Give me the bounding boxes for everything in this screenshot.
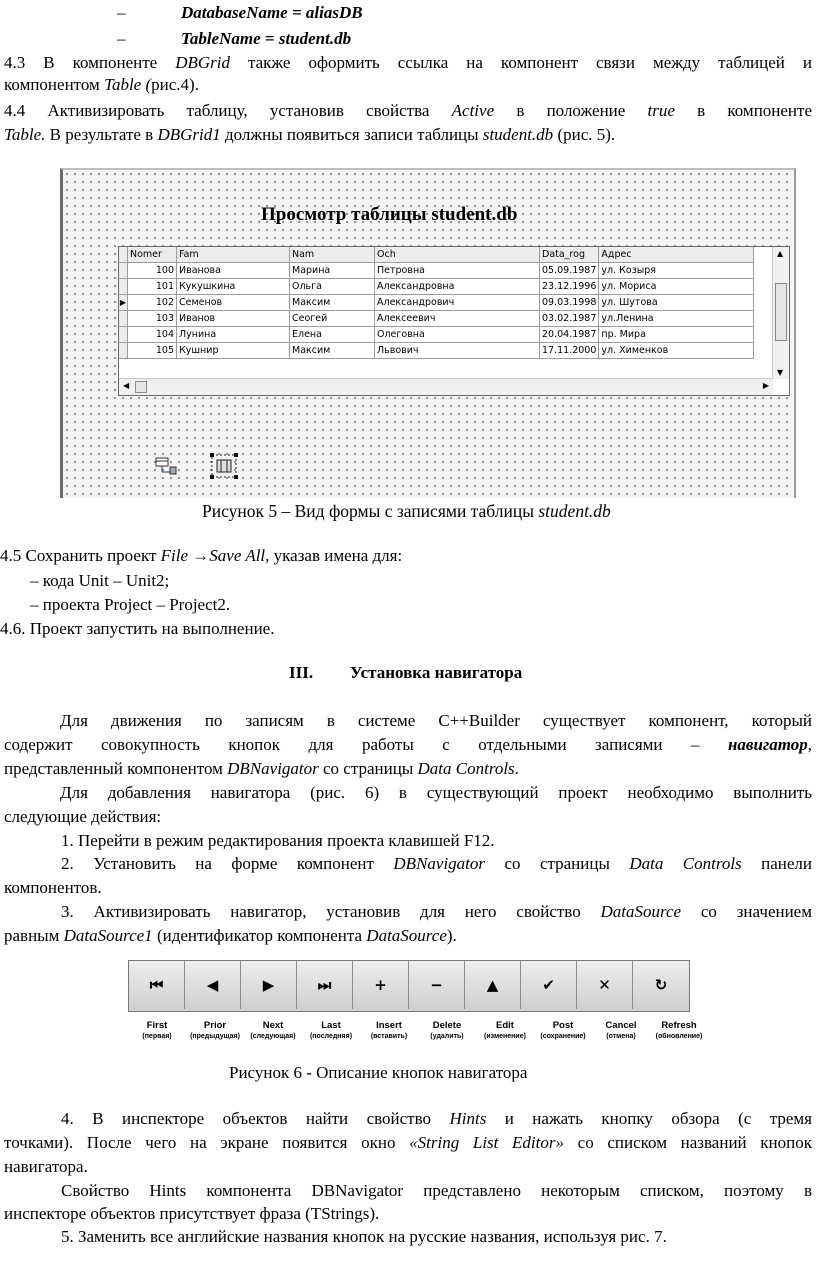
table-row[interactable] <box>119 327 754 343</box>
datasource-component-icon[interactable] <box>209 452 239 480</box>
table-cell[interactable]: 105 <box>128 343 177 359</box>
list-item-tablename: TableName = student.db <box>181 29 352 48</box>
table-cell[interactable]: Ольга <box>290 279 375 295</box>
table-cell[interactable]: ул. Мориса <box>599 279 754 295</box>
nav-button-label <box>186 1020 244 1042</box>
paragraph-4-6: 4.6. Проект запустить на выполнение. <box>0 619 275 638</box>
dbgrid-table <box>119 247 754 359</box>
list-dash: – <box>117 29 126 48</box>
table-row[interactable] <box>119 295 754 311</box>
section-title: Установка навигатора <box>350 663 523 682</box>
nav-button-label <box>418 1020 476 1042</box>
column-header[interactable]: Адрес <box>599 247 754 263</box>
nav-first-icon: ⏮ <box>149 976 164 994</box>
nav-button-label-en: Post <box>552 1020 574 1031</box>
table-cell[interactable]: Иванов <box>177 311 290 327</box>
table-cell[interactable]: ул. Хименков <box>599 343 754 359</box>
nav-button-label-en: Cancel <box>605 1020 637 1031</box>
navigator-button-labels <box>128 1020 708 1042</box>
table-cell[interactable]: 09.03.1998 <box>540 295 599 311</box>
table-cell[interactable]: Львович <box>375 343 540 359</box>
nav-post-button[interactable] <box>521 961 577 1009</box>
nav-insert-icon: + <box>374 976 387 994</box>
nav-button-label <box>592 1020 650 1042</box>
nav-button-label <box>128 1020 186 1042</box>
nav-prior-icon: ◀ <box>206 976 219 994</box>
table-cell[interactable]: Елена <box>290 327 375 343</box>
nav-insert-button[interactable] <box>353 961 409 1009</box>
table-cell[interactable]: Марина <box>290 263 375 279</box>
step-3-l2: равным DataSource1 (идентификатор компонента DataSource). <box>4 926 457 945</box>
nav-button-label <box>302 1020 360 1042</box>
column-header[interactable]: Fam <box>177 247 290 263</box>
nav-button-label <box>360 1020 418 1042</box>
nav-button-label-ru: (следующая) <box>250 1033 296 1040</box>
table-cell[interactable]: Петровна <box>375 263 540 279</box>
nav-edit-button[interactable] <box>465 961 521 1009</box>
table-component-icon[interactable] <box>155 456 177 476</box>
paragraph-4-4-line1: 4.4 Активизировать таблицу, установив свойства Active в положение true в компоненте <box>4 101 813 120</box>
table-cell[interactable]: Александровна <box>375 279 540 295</box>
nav-button-label-ru: (отмена) <box>606 1033 636 1040</box>
row-indicator[interactable] <box>119 327 128 343</box>
nav-prior-button[interactable] <box>185 961 241 1009</box>
table-cell[interactable]: ул. Шутова <box>599 295 754 311</box>
table-cell[interactable]: 03.02.1987 <box>540 311 599 327</box>
paragraph-4-4-line2: Table. В результате в DBGrid1 должны появиться записи таблицы student.db (рис. 5). <box>4 125 616 144</box>
nav-button-label-ru: (обновление) <box>655 1033 703 1040</box>
nav-button-label-ru: (изменение) <box>484 1033 526 1040</box>
nav-button-label-ru: (последняя) <box>309 1033 353 1040</box>
step-3-l1: 3. Активизировать навигатор, установив для него свойство DataSource со значением <box>61 902 812 921</box>
table-cell[interactable]: 103 <box>128 311 177 327</box>
table-row[interactable] <box>119 263 754 279</box>
nav-button-label-ru: (вставить) <box>370 1033 408 1040</box>
paragraph-navigator-l2: содержит совокупность кнопок для работы с отдельными записями – навигатор, <box>4 735 812 754</box>
table-cell[interactable]: 05.09.1987 <box>540 263 599 279</box>
nav-button-label-ru: (удалить) <box>430 1033 464 1040</box>
list-dash: – <box>117 3 126 22</box>
nav-next-button[interactable] <box>241 961 297 1009</box>
nav-button-label-en: Refresh <box>661 1020 697 1031</box>
nav-button-label-ru: (первая) <box>142 1033 172 1040</box>
table-cell[interactable]: ул.Ленина <box>599 311 754 327</box>
nav-button-label-en: Prior <box>203 1020 227 1031</box>
vertical-scrollbar[interactable] <box>772 247 789 379</box>
table-cell[interactable]: Максим <box>290 343 375 359</box>
scroll-left-icon[interactable]: ◀ <box>123 381 130 390</box>
row-indicator[interactable] <box>119 343 128 359</box>
nav-button-label <box>244 1020 302 1042</box>
column-header[interactable]: Nam <box>290 247 375 263</box>
form-title-label: Просмотр таблицы student.db <box>261 204 518 225</box>
figure6-caption: Рисунок 6 - Описание кнопок навигатора <box>229 1063 528 1082</box>
nav-button-label <box>650 1020 708 1042</box>
nav-button-label-ru: (сохранение) <box>540 1033 586 1040</box>
nav-button-label <box>534 1020 592 1042</box>
indicator-header <box>119 247 128 263</box>
nav-edit-icon: ▲ <box>486 976 499 994</box>
list-item-project: – проекта Project – Project2. <box>30 595 231 614</box>
nav-cancel-icon: ✕ <box>598 976 611 994</box>
scroll-right-icon[interactable]: ▶ <box>762 381 769 390</box>
table-cell[interactable]: 23.12.1996 <box>540 279 599 295</box>
table-cell[interactable]: Олеговна <box>375 327 540 343</box>
paragraph-4-5: 4.5 Сохранить проект File →Save All, указав имена для: <box>0 546 403 565</box>
table-cell[interactable]: 100 <box>128 263 177 279</box>
paragraph-4-3-line1: 4.3 В компоненте DBGrid также оформить ссылка на компонент связи между таблицей и <box>4 53 812 72</box>
nav-refresh-icon: ↻ <box>654 976 668 994</box>
step-2-l2: компонентов. <box>4 878 102 897</box>
list-item-databasename: DatabaseName = aliasDB <box>181 3 363 22</box>
table-cell[interactable]: Максим <box>290 295 375 311</box>
nav-button-label-en: Next <box>262 1020 284 1031</box>
figure5-caption: Рисунок 5 – Вид формы с записями таблицы student.db <box>202 501 611 521</box>
nav-button-label-ru: (предыдущая) <box>190 1033 240 1040</box>
nav-delete-icon: − <box>430 976 443 994</box>
table-cell[interactable]: ул. Козыря <box>599 263 754 279</box>
dbnavigator <box>128 960 690 1012</box>
paragraph-4-3-line2: компонентом Table (рис.4). <box>4 75 199 94</box>
table-cell[interactable]: Лунина <box>177 327 290 343</box>
nav-refresh-button[interactable] <box>633 961 689 1009</box>
paragraph-add-navigator-l2: следующие действия: <box>4 807 162 826</box>
step-1: 1. Перейти в режим редактирования проекта клавишей F12. <box>61 831 495 850</box>
nav-delete-button[interactable] <box>409 961 465 1009</box>
step-4-l1: 4. В инспекторе объектов найти свойство Hints и нажать кнопку обзора (с тремя <box>61 1109 813 1128</box>
step-4-l3: навигатора. <box>4 1157 88 1176</box>
nav-next-icon: ▶ <box>262 976 275 994</box>
table-row[interactable] <box>119 279 754 295</box>
step-4-l2: точками). После чего на экране появится окно «String List Editor» со списком названий кнопок <box>4 1133 813 1152</box>
table-cell[interactable]: Александрович <box>375 295 540 311</box>
nav-last-icon: ⏭ <box>317 976 332 994</box>
nav-button-label-en: Delete <box>432 1020 462 1031</box>
dbgrid[interactable] <box>118 246 790 396</box>
hints-paragraph-l1: Свойство Hints компонента DBNavigator представлено некоторым списком, поэтому в <box>61 1181 812 1200</box>
table-cell[interactable]: Семенов <box>177 295 290 311</box>
table-cell[interactable]: Сеогей <box>290 311 375 327</box>
table-cell[interactable]: Иванова <box>177 263 290 279</box>
table-cell[interactable]: 20.04.1987 <box>540 327 599 343</box>
nav-button-label <box>476 1020 534 1042</box>
table-cell[interactable]: Алексеевич <box>375 311 540 327</box>
nav-cancel-button[interactable] <box>577 961 633 1009</box>
table-cell[interactable]: пр. Мира <box>599 327 754 343</box>
row-indicator[interactable] <box>119 263 128 279</box>
list-item-unit: – кода Unit – Unit2; <box>30 571 170 590</box>
table-cell[interactable]: Кушнир <box>177 343 290 359</box>
paragraph-add-navigator-l1: Для добавления навигатора (рис. 6) в существующий проект необходимо выполнить <box>60 783 812 802</box>
nav-button-label-en: Edit <box>496 1020 514 1031</box>
table-cell[interactable]: Кукушкина <box>177 279 290 295</box>
table-cell[interactable]: 101 <box>128 279 177 295</box>
nav-last-button[interactable] <box>297 961 353 1009</box>
hints-paragraph-l2: инспекторе объектов присутствует фраза (TStrings). <box>4 1204 380 1223</box>
column-header[interactable]: Data_rog <box>540 247 599 263</box>
section-number: III. <box>289 663 314 682</box>
table-row[interactable] <box>119 311 754 327</box>
column-header[interactable]: Och <box>375 247 540 263</box>
scroll-thumb[interactable] <box>775 283 787 341</box>
nav-button-label-en: Insert <box>376 1020 402 1031</box>
table-cell[interactable]: 104 <box>128 327 177 343</box>
row-indicator[interactable]: ▶ <box>119 295 128 311</box>
table-cell[interactable]: 102 <box>128 295 177 311</box>
horizontal-scrollbar[interactable] <box>119 378 773 395</box>
nav-button-label-en: First <box>146 1020 168 1031</box>
row-indicator[interactable] <box>119 311 128 327</box>
paragraph-navigator-l3: представленный компонентом DBNavigator со страницы Data Controls. <box>4 759 519 778</box>
column-header[interactable]: Nomer <box>128 247 177 263</box>
scroll-down-icon[interactable]: ▼ <box>777 368 784 377</box>
nav-post-icon: ✔ <box>542 976 555 994</box>
table-cell[interactable]: 17.11.2000 <box>540 343 599 359</box>
row-indicator[interactable] <box>119 279 128 295</box>
paragraph-navigator-l1: Для движения по записям в системе C++Builder существует компонент, который <box>60 711 812 730</box>
nav-button-label-en: Last <box>321 1020 341 1031</box>
nav-first-button[interactable] <box>129 961 185 1009</box>
table-row[interactable] <box>119 343 754 359</box>
step-2-l1: 2. Установить на форме компонент DBNavigator со страницы Data Controls панели <box>61 854 812 873</box>
form-screenshot <box>60 168 796 498</box>
step-5: 5. Заменить все английские названия кнопок на русские названия, используя рис. 7. <box>61 1227 667 1246</box>
scroll-thumb[interactable] <box>135 381 147 393</box>
dbgrid-header-row <box>119 247 754 263</box>
scroll-up-icon[interactable]: ▲ <box>777 249 784 258</box>
